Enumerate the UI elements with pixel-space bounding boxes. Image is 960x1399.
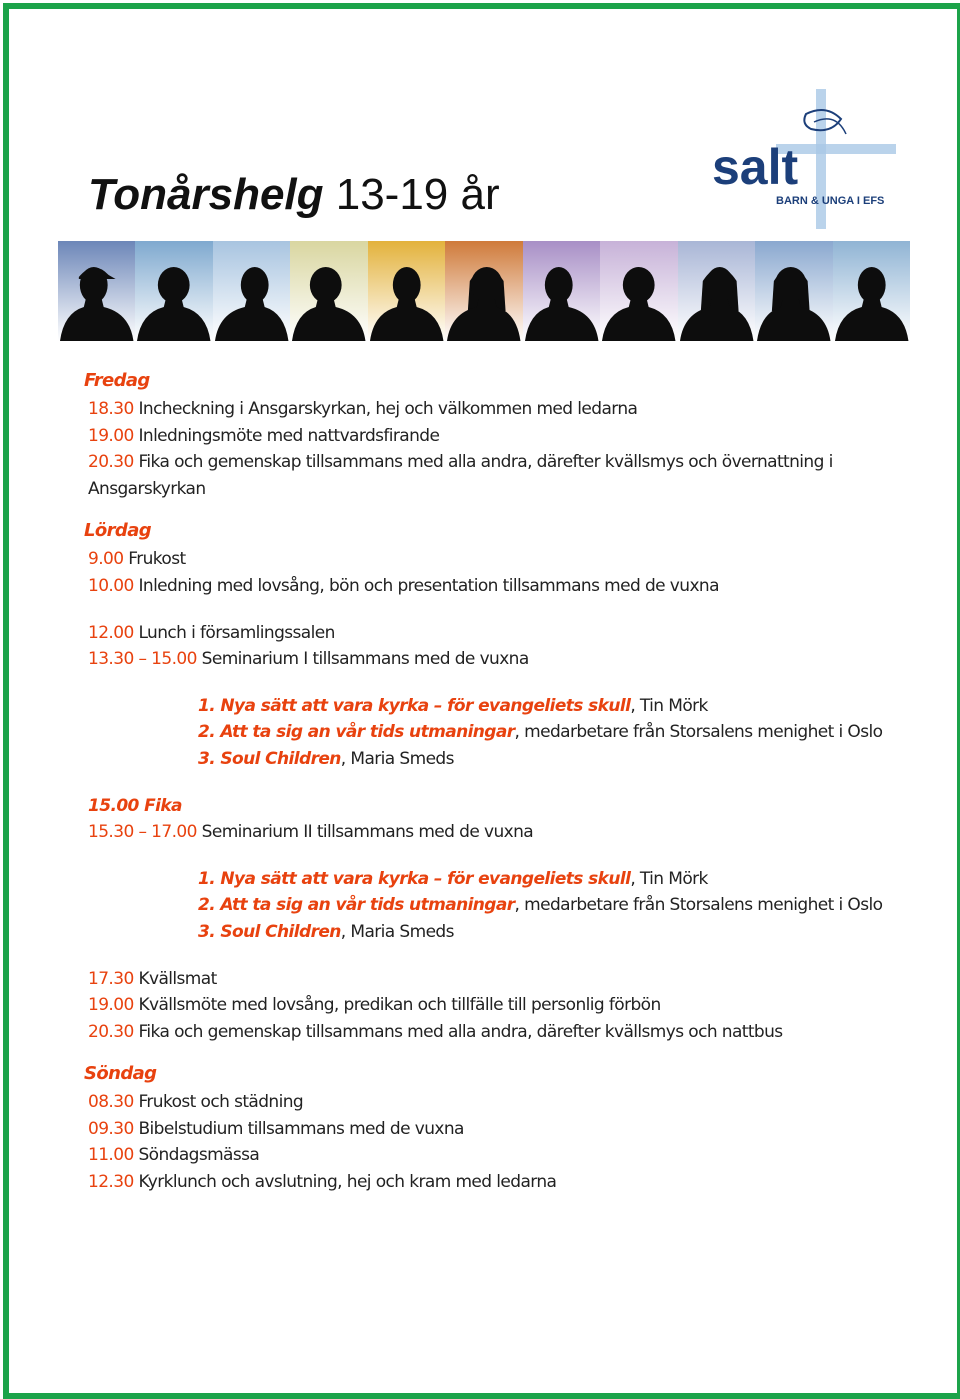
banner-panel — [600, 241, 677, 341]
program — [84, 366, 904, 1196]
program-item: 13.30 – 15.00 Seminarium I tillsammans med de vuxna — [88, 649, 529, 670]
banner-panel — [213, 241, 290, 341]
day-heading-fredag: Fredag — [84, 370, 150, 391]
person-silhouette-icon — [445, 241, 522, 341]
banner-panel — [135, 241, 212, 341]
salt-logo — [706, 84, 906, 234]
silhouette-banner — [58, 241, 910, 341]
program-item: 12.30 Kyrklunch och avslutning, hej och kram med ledarna — [88, 1172, 557, 1193]
logo-word: salt — [712, 139, 799, 195]
person-silhouette-icon — [135, 241, 212, 341]
day-heading-lordag: Lördag — [84, 520, 152, 542]
seminar-item: 3. Soul Children, Maria Smeds — [198, 921, 454, 942]
program-item: 20.30 Fika och gemenskap tillsammans med alla andra, därefter kvällsmys och övernattning i Ansgarskyrkan — [88, 452, 833, 499]
seminar-item: 2. Att ta sig an vår tids utmaningar, medarbetare från Storsalens menighet i Oslo — [198, 895, 883, 916]
program-item: 9.00 Frukost — [88, 549, 186, 570]
program-item: 19.00 Inledningsmöte med nattvardsfirande — [88, 425, 440, 446]
program-item: 15.30 – 17.00 Seminarium II tillsammans med de vuxna — [88, 822, 534, 843]
banner-panel — [445, 241, 522, 341]
banner-panel — [678, 241, 755, 341]
seminar-item: 3. Soul Children, Maria Smeds — [198, 748, 454, 769]
seminar-item: 2. Att ta sig an vår tids utmaningar, medarbetare från Storsalens menighet i Oslo — [198, 722, 883, 743]
banner-panel — [833, 241, 910, 341]
banner-panel — [368, 241, 445, 341]
program-item: 19.00 Kvällsmöte med lovsång, predikan och tillfälle till personlig förbön — [88, 995, 661, 1016]
program-item: 17.30 Kvällsmat — [88, 968, 217, 989]
person-silhouette-icon — [290, 241, 367, 341]
program-item-fika: 15.00 Fika — [88, 795, 182, 816]
person-silhouette-icon — [58, 241, 135, 341]
title-rest: 13-19 år — [323, 170, 500, 219]
banner-panel — [523, 241, 600, 341]
banner-panel — [58, 241, 135, 341]
banner-panel — [290, 241, 367, 341]
program-item: 18.30 Incheckning i Ansgarskyrkan, hej och välkommen med ledarna — [88, 399, 638, 419]
day-heading-sondag: Söndag — [84, 1063, 157, 1085]
person-silhouette-icon — [523, 241, 600, 341]
program-item: 09.30 Bibelstudium tillsammans med de vuxna — [88, 1118, 464, 1139]
page-title — [88, 170, 500, 220]
person-silhouette-icon — [600, 241, 677, 341]
person-silhouette-icon — [833, 241, 910, 341]
banner-panel — [755, 241, 832, 341]
title-bold: Tonårshelg — [88, 170, 324, 219]
seminar-item: 1. Nya sätt att vara kyrka – för evangeliets skull, Tin Mörk — [198, 868, 708, 889]
person-silhouette-icon — [213, 241, 290, 341]
program-item: 08.30 Frukost och städning — [88, 1092, 304, 1113]
program-item: 10.00 Inledning med lovsång, bön och presentation tillsammans med de vuxna — [88, 575, 719, 596]
program-item: 12.00 Lunch i församlingssalen — [88, 622, 335, 643]
program-item: 11.00 Söndagsmässa — [88, 1145, 260, 1166]
person-silhouette-icon — [678, 241, 755, 341]
person-silhouette-icon — [755, 241, 832, 341]
person-silhouette-icon — [368, 241, 445, 341]
program-item: 20.30 Fika och gemenskap tillsammans med alla andra, därefter kvällsmys och nattbus — [88, 1021, 783, 1042]
logo-sub: BARN & UNGA I EFS — [776, 195, 885, 207]
seminar-item: 1. Nya sätt att vara kyrka – för evangeliets skull, Tin Mörk — [198, 695, 708, 716]
